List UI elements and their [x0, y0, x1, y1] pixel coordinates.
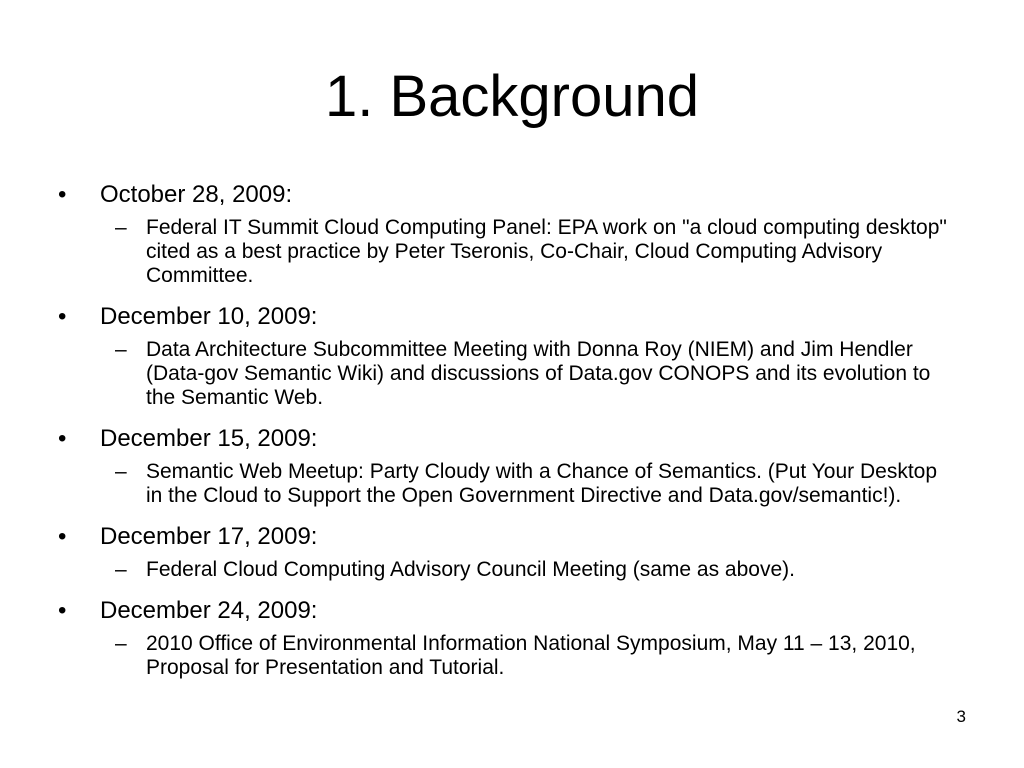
list-item — [58, 424, 958, 508]
list-item — [58, 180, 958, 288]
bullet-icon: • — [58, 425, 67, 452]
item-detail — [58, 460, 958, 508]
item-detail-text: Federal Cloud Computing Advisory Council Meeting (same as above). — [146, 558, 795, 581]
item-date: December 10, 2009: — [100, 303, 318, 330]
item-detail-text: Semantic Web Meetup: Party Cloudy with a Chance of Semantics. (Put Your Desktop in the Cloud to Support the Open Government Directive and Data.gov/semantic!). — [146, 460, 938, 507]
item-date: December 17, 2009: — [100, 523, 318, 550]
bullet-icon: • — [58, 181, 67, 208]
item-detail-text: Data Architecture Subcommittee Meeting with Donna Roy (NIEM) and Jim Hendler (Data-gov Semantic Wiki) and discussions of Data.gov CONOPS and its evolution to the Semantic Web. — [146, 338, 931, 409]
item-detail-text: 2010 Office of Environmental Information National Symposium, May 11 – 13, 2010, Proposal for Presentation and Tutorial. — [146, 632, 916, 679]
page-number: 3 — [956, 707, 966, 726]
item-date: December 24, 2009: — [100, 597, 318, 624]
bullet-icon: • — [58, 303, 67, 330]
bullet-icon: • — [58, 597, 67, 624]
dash-icon: – — [115, 216, 127, 239]
item-detail — [58, 216, 958, 288]
list-item — [58, 302, 958, 410]
list-item — [58, 522, 958, 582]
item-heading — [58, 596, 958, 626]
item-detail — [58, 338, 958, 410]
item-heading — [58, 522, 958, 552]
bullet-icon: • — [58, 523, 67, 550]
item-date: October 28, 2009: — [100, 181, 293, 208]
item-heading — [58, 302, 958, 332]
item-detail — [58, 558, 958, 582]
dash-icon: – — [115, 632, 127, 655]
item-heading — [58, 424, 958, 454]
item-date: December 15, 2009: — [100, 425, 318, 452]
bullet-list — [58, 180, 958, 694]
dash-icon: – — [115, 338, 127, 361]
dash-icon: – — [115, 558, 127, 581]
list-item — [58, 596, 958, 680]
dash-icon: – — [115, 460, 127, 483]
item-heading — [58, 180, 958, 210]
slide-title: 1. Background — [324, 64, 700, 129]
item-detail — [58, 632, 958, 680]
item-detail-text: Federal IT Summit Cloud Computing Panel: EPA work on "a cloud computing desktop" cited as a best practice by Peter Tseronis, Co-Chair, Cloud Computing Advisory Committee. — [146, 216, 947, 287]
